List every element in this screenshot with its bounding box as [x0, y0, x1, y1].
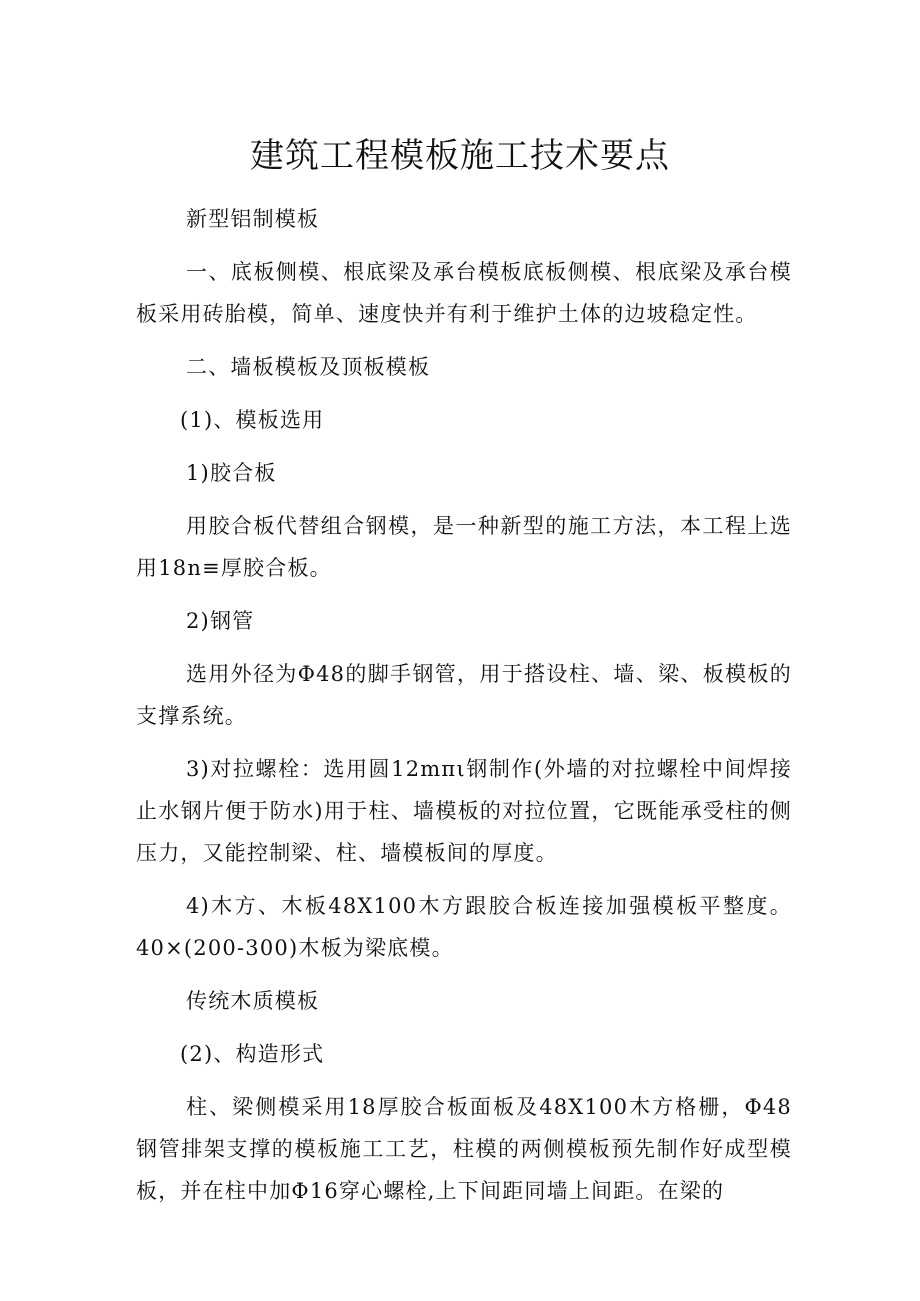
paragraph-timber: 4)木方、木板48X100木方跟胶合板连接加强模板平整度。40×(200-300)木板为梁底模。: [136, 894, 792, 960]
subheading-formwork-selection: (1)、模板选用: [180, 408, 325, 432]
item-heading-plywood: 1)胶合板: [186, 461, 277, 485]
paragraph-base-formwork: 一、底板侧模、根底梁及承台模板底板侧模、根底梁及承台模板采用砖胎模，简单、速度快并有利于维护土体的边坡稳定性。: [136, 260, 792, 326]
paragraph-steel-pipe: 选用外径为Φ48的脚手钢管，用于搭设柱、墙、梁、板模板的支撑系统。: [136, 662, 792, 728]
document-title: 建筑工程模板施工技术要点: [250, 136, 670, 176]
paragraph-tie-bolts: 3)对拉螺栓：选用圆12mπι钢制作(外墙的对拉螺栓中间焊接止水钢片便于防水)用于柱、墙模板的对拉位置，它既能承受柱的侧压力，又能控制梁、柱、墙模板间的厚度。: [136, 757, 792, 865]
section-heading-aluminum-formwork: 新型铝制模板: [186, 207, 320, 231]
document-body: [136, 198, 792, 1212]
section-heading-traditional-wood-formwork: 传统木质模板: [186, 989, 320, 1013]
section-heading-wall-roof-formwork: 二、墙板模板及顶板模板: [186, 355, 431, 379]
paragraph-column-beam-formwork: 柱、梁侧模采用18厚胶合板面板及48X100木方格栅，Φ48钢管排架支撑的模板施工工艺，柱模的两侧模板预先制作好成型模板，并在柱中加Φ16穿心螺栓,上下间距同墙上间距。在梁的: [136, 1095, 792, 1203]
subheading-construction-form: (2)、构造形式: [180, 1042, 325, 1066]
paragraph-plywood: 用胶合板代替组合钢模，是一种新型的施工方法，本工程上选用18n≡厚胶合板。: [136, 514, 792, 580]
item-heading-steel-pipe: 2)钢管: [186, 609, 255, 633]
